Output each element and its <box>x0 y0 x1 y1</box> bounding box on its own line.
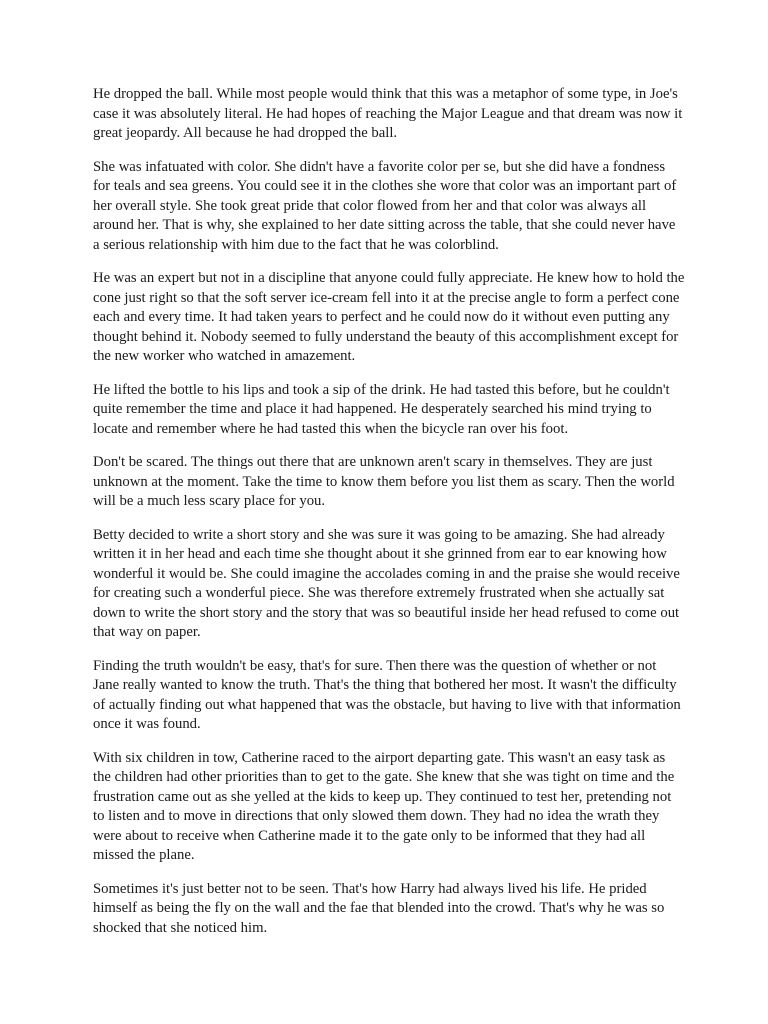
paragraph-5: Don't be scared. The things out there that are unknown aren't scary in themselves. They are just unknown at the moment. Take the time to know them before you list them as scary. Then the world will be a much less scary place for you. <box>93 454 675 509</box>
paragraph-6: Betty decided to write a short story and she was sure it was going to be amazing. She had already written it in her head and each time she thought about it she grinned from ear to ear knowing how wonderful it would be. She could imagine the accolades coming in and the praise she would receive for creating such a wonderful piece. She was therefore extremely frustrated when she actually sat down to write the short story and the story that was so beautiful inside her head refused to come out that way on paper. <box>93 526 680 640</box>
paragraph-7: Finding the truth wouldn't be easy, that's for sure. Then there was the question of whether or not Jane really wanted to know the truth. That's the thing that bothered her most. It wasn't the difficulty of actually finding out what happened that was the obstacle, but having to live with that information once it was found. <box>93 657 681 732</box>
paragraph-1: He dropped the ball. While most people would think that this was a metaphor of some type, in Joe's case it was absolutely literal. He had hopes of reaching the Major League and that dream was now it great jeopardy. All because he had dropped the ball. <box>93 86 683 141</box>
paragraph-2: She was infatuated with color. She didn't have a favorite color per se, but she did have a fondness for teals and sea greens. You could see it in the clothes she wore that color was an important part of her overall style. She took great pride that color flowed from her and that color was always all around her. That is why, she explained to her date sitting across the table, that she could never have a serious relationship with him due to the fact that he was colorblind. <box>93 158 677 253</box>
document-body <box>93 85 685 952</box>
paragraph-3: He was an expert but not in a discipline that anyone could fully appreciate. He knew how to hold the cone just right so that the soft server ice-cream fell into it at the precise angle to form a perfect cone each and every time. It had taken years to perfect and he could now do it without even putting any thought behind it. Nobody seemed to fully understand the beauty of this accomplishment except for the new worker who watched in amazement. <box>93 270 685 364</box>
paragraph-8: With six children in tow, Catherine raced to the airport departing gate. This wasn't an easy task as the children had other priorities than to get to the gate. She knew that she was tight on time and the frustration came out as she yelled at the kids to keep up. They continued to test her, pretending not to listen and to move in directions that only slowed them down. They had no idea the wrath they were about to receive when Catherine made it to the gate only to be informed that they had all missed the plane. <box>93 749 675 863</box>
paragraph-9: Sometimes it's just better not to be seen. That's how Harry had always lived his life. He prided himself as being the fly on the wall and the fae that blended into the crowd. That's why he was so shocked that she noticed him. <box>93 880 665 936</box>
paragraph-4: He lifted the bottle to his lips and took a sip of the drink. He had tasted this before, but he couldn't quite remember the time and place it had happened. He desperately searched his mind trying to locate and remember where he had tasted this when the bicycle ran over his foot. <box>93 381 670 437</box>
